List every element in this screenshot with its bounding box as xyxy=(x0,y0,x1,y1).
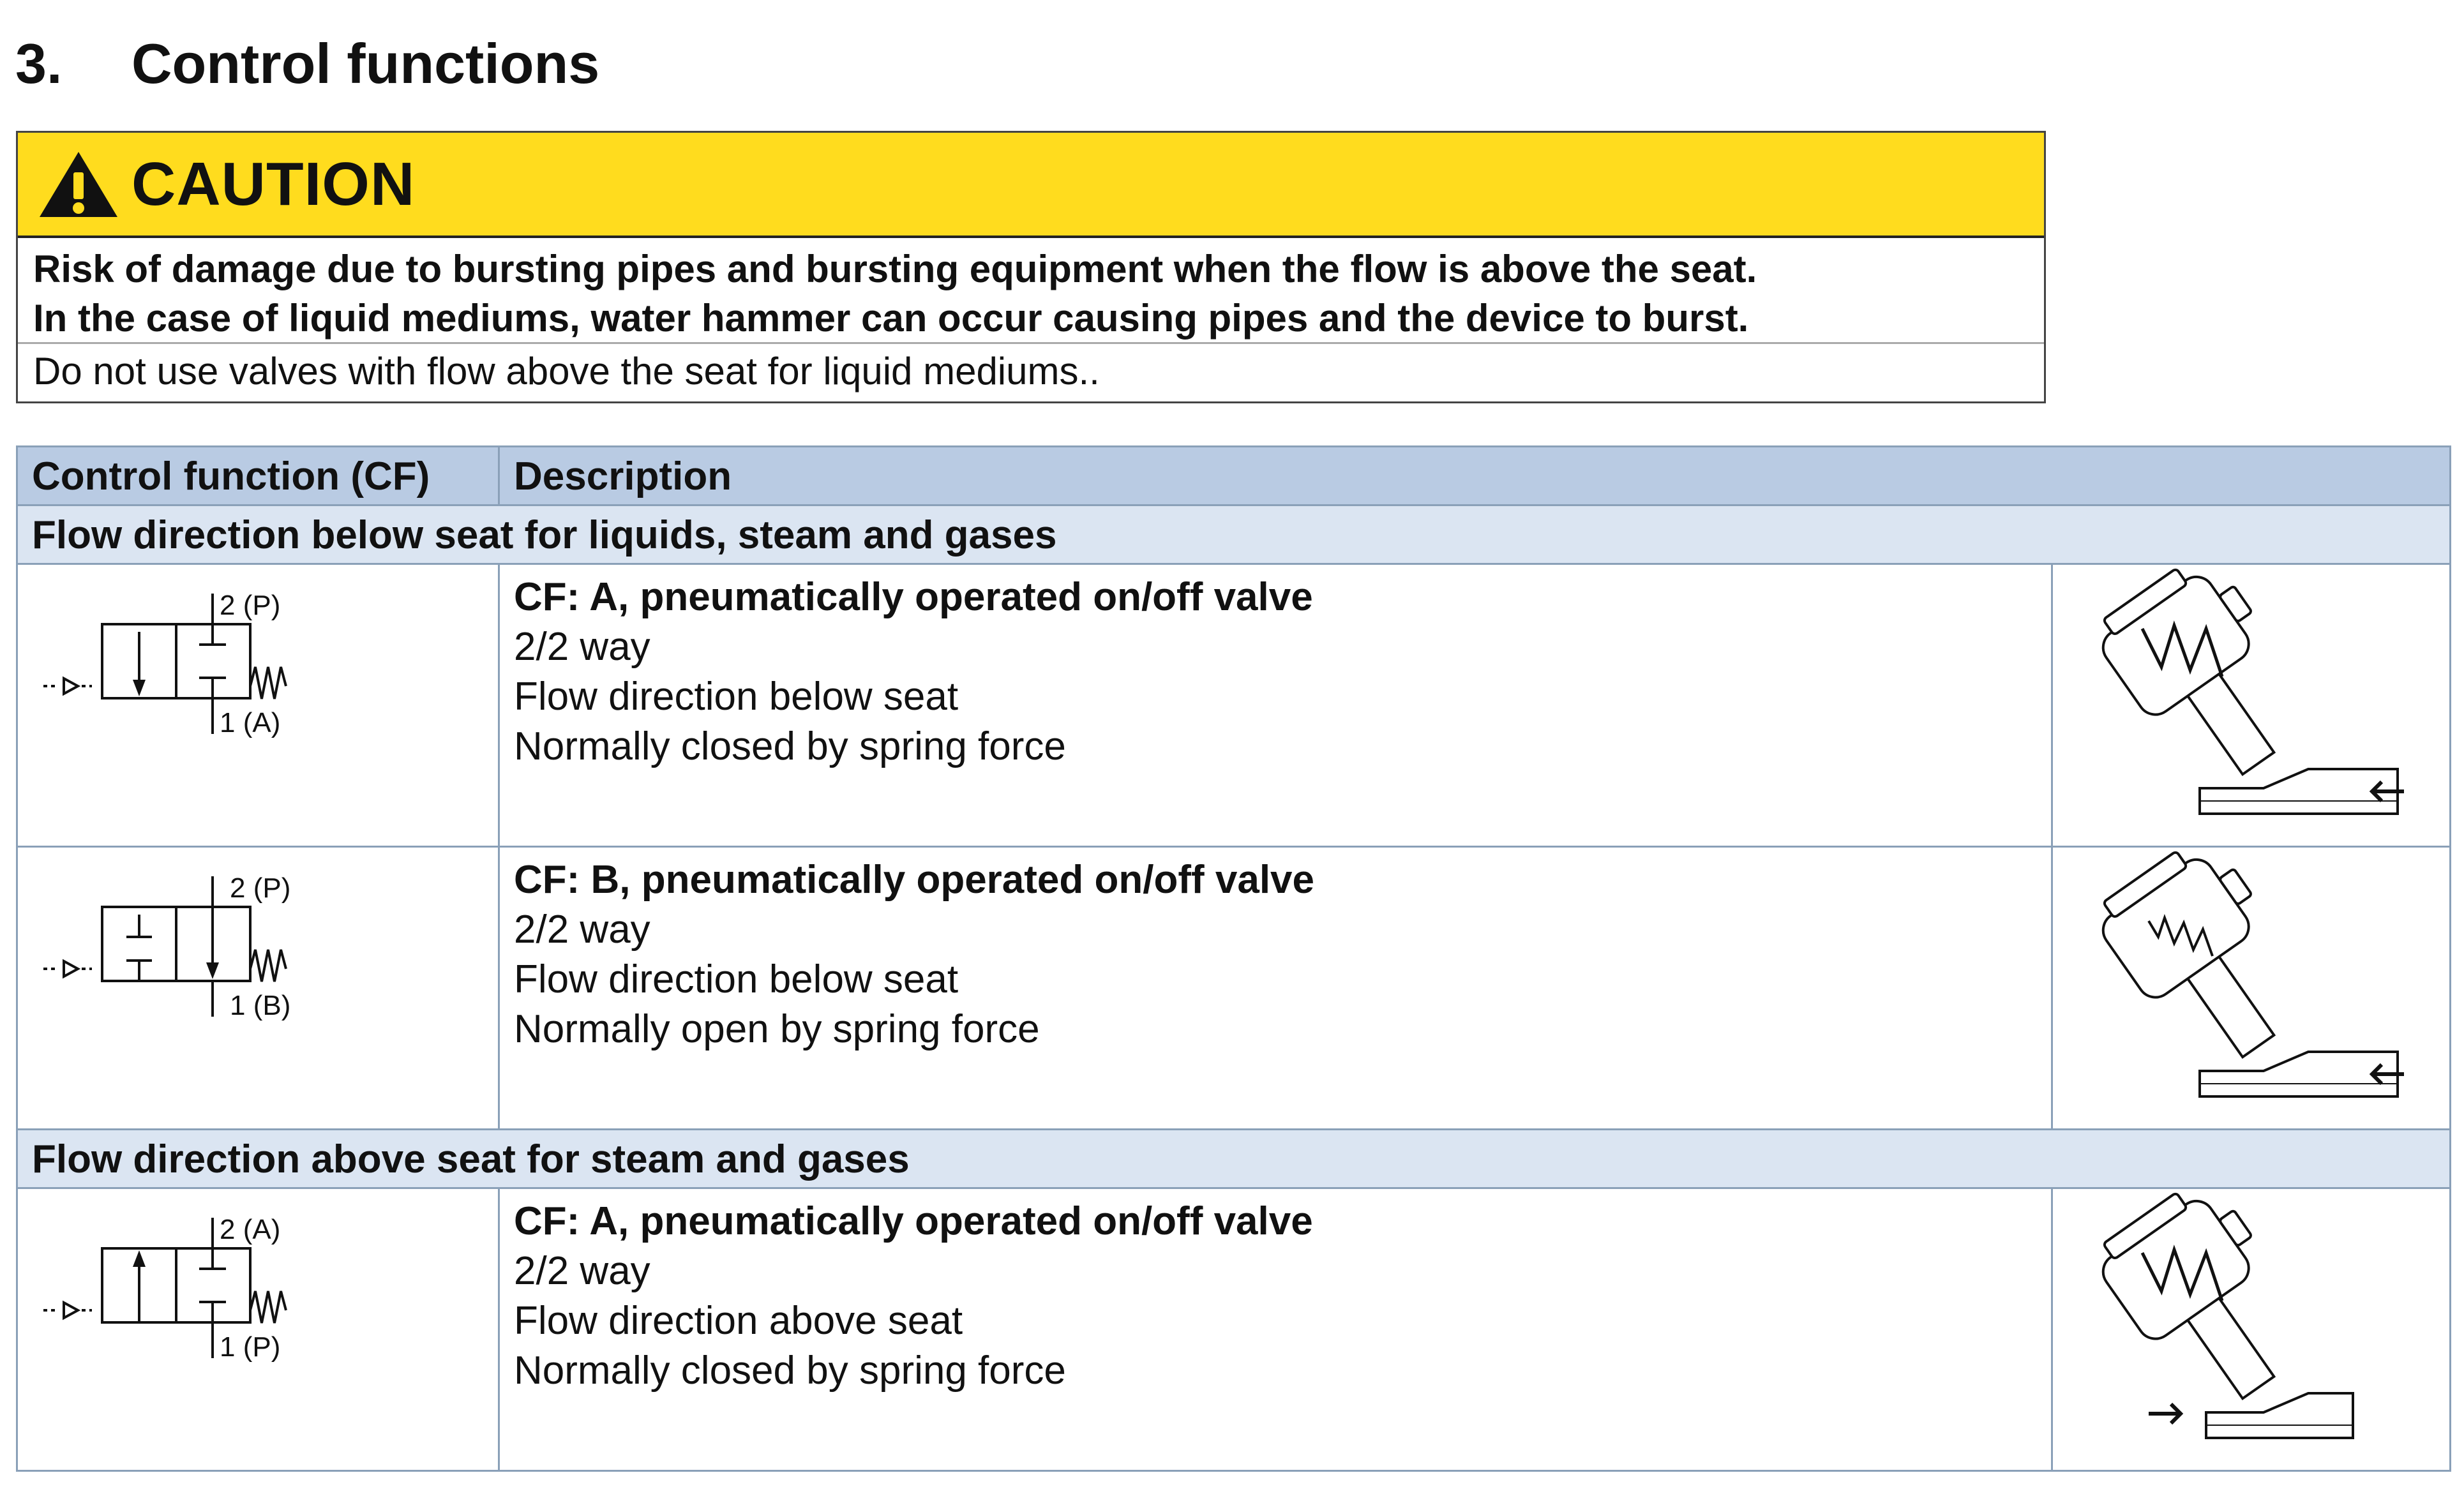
cf-detail: Normally closed by spring force xyxy=(514,1349,1066,1393)
description-cell xyxy=(500,848,2053,1128)
caution-label: CAUTION xyxy=(131,149,416,218)
caution-box xyxy=(16,131,2046,403)
table-row xyxy=(18,1189,2449,1470)
cf-detail: Flow direction below seat xyxy=(514,675,959,719)
caution-advice: Do not use valves with flow above the seat for liquid mediums.. xyxy=(33,350,1100,393)
section-title: Control functions xyxy=(131,32,600,95)
angle-seat-valve-icon xyxy=(2053,1189,2455,1470)
description-cell xyxy=(500,1189,2053,1470)
port-bottom-label: 1 (B) xyxy=(230,990,291,1021)
angle-seat-valve-icon xyxy=(2053,848,2455,1128)
risk-statement xyxy=(18,238,2044,344)
cf-detail: Normally closed by spring force xyxy=(514,724,1066,768)
port-top-label: 2 (P) xyxy=(230,872,291,904)
table-row xyxy=(18,848,2449,1130)
valve-drawing-cell xyxy=(2053,1189,2449,1470)
cf-detail: Normally open by spring force xyxy=(514,1007,1040,1051)
header-control-function: Control function (CF) xyxy=(18,447,500,504)
valve-symbol-cell xyxy=(18,565,500,846)
cf-title: CF: B, pneumatically operated on/off valve xyxy=(514,858,1315,902)
control-function-table xyxy=(16,445,2451,1472)
port-top-label: 2 (P) xyxy=(220,590,281,621)
valve-symbol-cell xyxy=(18,1189,500,1470)
cf-title: CF: A, pneumatically operated on/off valve xyxy=(514,1199,1313,1243)
section-number: 3. xyxy=(15,32,63,95)
cf-detail: 2/2 way xyxy=(514,908,650,952)
cf-detail: Flow direction below seat xyxy=(514,957,959,1001)
valve-symbol-cell xyxy=(18,848,500,1128)
table-row xyxy=(18,565,2449,848)
group-heading: Flow direction below seat for liquids, steam and gases xyxy=(18,506,2449,565)
group-heading: Flow direction above seat for steam and gases xyxy=(18,1130,2449,1189)
risk-line: In the case of liquid mediums, water hammer can occur causing pipes and the device to burst. xyxy=(33,297,1749,340)
cf-title: CF: A, pneumatically operated on/off valve xyxy=(514,575,1313,619)
port-bottom-label: 1 (A) xyxy=(220,707,281,738)
valve-drawing-cell xyxy=(2053,848,2449,1128)
table-header-row xyxy=(18,447,2449,506)
header-description: Description xyxy=(514,454,732,498)
description-cell xyxy=(500,565,2053,846)
cf-detail: 2/2 way xyxy=(514,625,650,669)
caution-header xyxy=(18,133,2044,238)
port-bottom-label: 1 (P) xyxy=(220,1331,281,1363)
port-top-label: 2 (A) xyxy=(220,1214,281,1245)
nc-valve-symbol-icon xyxy=(18,565,500,846)
cf-detail: 2/2 way xyxy=(514,1249,650,1293)
no-valve-symbol-icon xyxy=(18,848,500,1128)
valve-drawing-cell xyxy=(2053,565,2449,846)
cf-detail: Flow direction above seat xyxy=(514,1299,963,1343)
angle-seat-valve-icon xyxy=(2053,565,2455,846)
nc-valve-symbol-icon xyxy=(18,1189,500,1470)
section-heading xyxy=(15,33,599,94)
risk-line: Risk of damage due to bursting pipes and bursting equipment when the flow is above the seat. xyxy=(33,248,1757,290)
warning-triangle-icon xyxy=(37,149,120,220)
